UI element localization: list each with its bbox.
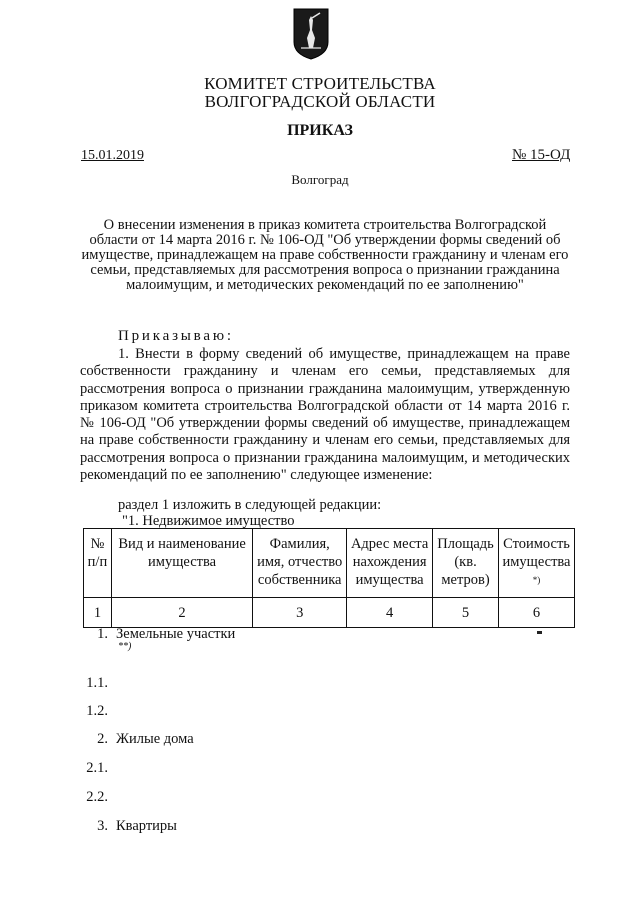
cost-footnote-mark: *) (532, 575, 541, 585)
header-cell-number: № п/п (84, 529, 112, 598)
row-number: 2.2. (86, 789, 108, 805)
body-paragraph-1 (80, 346, 570, 484)
row-number: 3. (97, 818, 108, 834)
committee-name-line1: КОМИТЕТ СТРОИТЕЛЬСТВА (204, 74, 436, 93)
scan-speck (537, 631, 542, 634)
row-number: 2. (97, 731, 108, 747)
row-number: 1. (97, 626, 108, 642)
header-cell-area: Площадь (кв. метров) (433, 529, 499, 598)
document-date: 15.01.2019 (81, 148, 144, 163)
column-number-2: 2 (111, 598, 252, 628)
land-footnote-mark: **) (118, 641, 132, 652)
column-number-4: 4 (347, 598, 433, 628)
document-number: № 15-ОД (512, 147, 571, 163)
table-column-numbers-row (84, 598, 575, 628)
order-word: Приказываю: (118, 328, 234, 344)
column-number-5: 5 (433, 598, 499, 628)
row-number: 2.1. (86, 760, 108, 776)
header-cell-owner: Фамилия, имя, отчество собственника (253, 529, 347, 598)
property-table (83, 528, 575, 628)
paragraph-1-text: 1. Внести в форму сведений об имуществе, принадлежащем на праве собственности гражданину и членам его семьи, представляемых для рассмотрения вопроса о признании гражданина малоимущим, утвержденную приказом комитета строительства Волгоградской области от 14 марта 2016 г. № 106-ОД "Об утверждении формы сведений об имуществе, принадлежащем на праве собственности гражданину и членам его семьи, представляемых для рассмотрения вопроса о признании гражданина малоимущим, и методических рекомендаций по ее заполнению" следующее изменение: (80, 346, 570, 484)
column-number-1: 1 (84, 598, 112, 628)
row-number: 1.1. (86, 675, 108, 691)
row-number: 1.2. (86, 703, 108, 719)
header-cell-address: Адрес места нахождения имущества (347, 529, 433, 598)
header-cell-type: Вид и наименование имущества (111, 529, 252, 598)
header-cell-cost: Стоимость имущества (502, 536, 571, 570)
section-title: "1. Недвижимое имущество (122, 513, 295, 529)
column-number-3: 3 (253, 598, 347, 628)
row-label: Жилые дома (116, 731, 194, 747)
row-label: Квартиры (116, 818, 177, 834)
document-city: Волгоград (291, 172, 349, 187)
coat-of-arms-emblem (293, 8, 329, 60)
document-subject: О внесении изменения в приказ комитета строительства Волгоградской области от 14 марта 2016 г. № 106-ОД "Об утверждении формы сведений об имуществе, принадлежащем на праве собственности гражданину и членам его семьи, представляемых для рассмотрения вопроса о признании гражданина малоимущим, и методических рекомендаций по ее заполнению" (81, 217, 569, 293)
row-label: Земельные участки (116, 626, 236, 642)
committee-name-line2: ВОЛГОГРАДСКОЙ ОБЛАСТИ (204, 92, 436, 111)
document-type-title: ПРИКАЗ (287, 122, 353, 139)
header-cell-cost-wrap (499, 529, 575, 598)
section-instruction: раздел 1 изложить в следующей редакции: (118, 497, 382, 513)
column-number-6: 6 (499, 598, 575, 628)
table-header-row (84, 529, 575, 598)
